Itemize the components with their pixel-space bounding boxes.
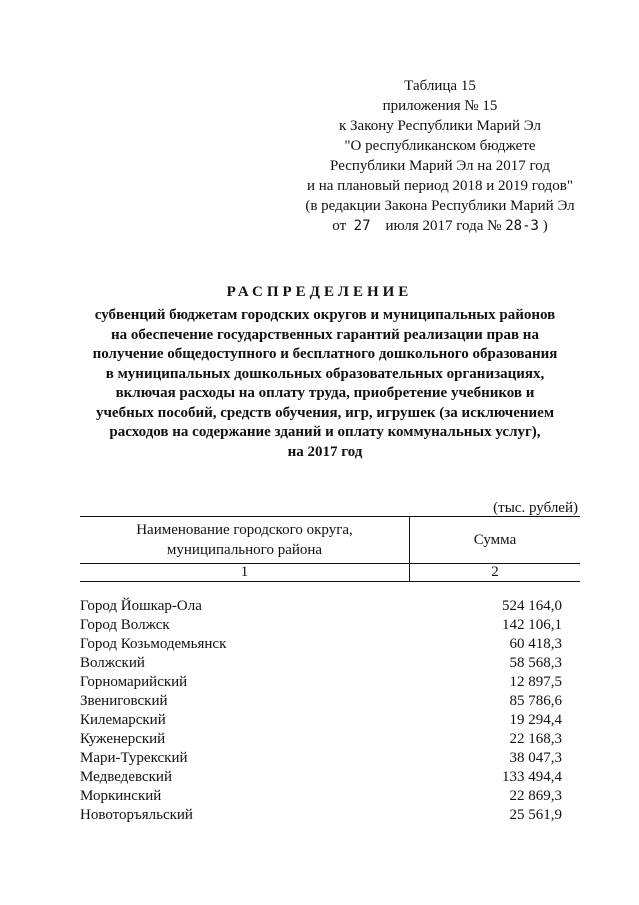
- amount: 12 897,5: [509, 674, 562, 690]
- appendix-line: и на плановый период 2018 и 2019 годов": [307, 178, 573, 194]
- subtitle-line: субвенций бюджетам городских округов и муниципальных районов: [94, 307, 556, 323]
- amount: 60 418,3: [509, 636, 562, 652]
- document-title: РАСПРЕДЕЛЕНИЕ: [226, 284, 413, 300]
- district-name: Куженерский: [80, 731, 166, 747]
- column-number-1: 1: [80, 564, 410, 582]
- appendix-line: приложения № 15: [382, 98, 498, 114]
- district-name: Город Волжск: [80, 617, 170, 633]
- table-row: [80, 787, 562, 806]
- subtitle-line: на обеспечение государственных гарантий реализации прав на: [111, 326, 539, 343]
- district-name: Медведевский: [80, 769, 172, 785]
- table-row: [80, 654, 562, 673]
- district-name: Город Козьмодемьянск: [80, 636, 227, 652]
- units-label: (тыс. рублей): [493, 500, 578, 516]
- district-name: Звениговский: [80, 693, 168, 709]
- column-number-2: 2: [410, 564, 581, 582]
- table-row: [80, 692, 562, 711]
- date-prefix: от: [332, 218, 347, 234]
- table-row: [80, 806, 562, 825]
- table-header: [80, 516, 580, 582]
- table-row: [80, 597, 562, 616]
- amount: 85 786,6: [509, 693, 562, 709]
- header-name-line: Наименование городского округа,: [136, 522, 353, 538]
- header-name-line: муниципального района: [166, 542, 323, 558]
- amount: 22 168,3: [509, 731, 562, 747]
- header-row: [80, 517, 580, 564]
- appendix-line: Республики Марий Эл на 2017 год: [330, 158, 550, 174]
- amount: 133 494,4: [502, 769, 562, 785]
- subtitle-line: расходов на содержание зданий и оплату коммунальных услуг),: [109, 424, 541, 440]
- district-name: Город Йошкар-Ола: [80, 598, 202, 614]
- district-name: Моркинский: [80, 788, 162, 804]
- district-name: Мари-Турекский: [80, 750, 188, 766]
- appendix-line: Таблица 15: [404, 78, 476, 94]
- subtitle-line: включая расходы на оплату труда, приобретение учебников и: [115, 385, 535, 401]
- amount: 25 561,9: [509, 807, 562, 823]
- column-number-row: [80, 564, 580, 582]
- header-name-cell: [80, 517, 410, 564]
- amount: 58 568,3: [509, 655, 562, 671]
- date-mid: июля 2017 года №: [385, 218, 502, 234]
- subtitle-line: получение общедоступного и бесплатного дошкольного образования: [92, 346, 558, 362]
- appendix-reference: [290, 76, 590, 236]
- table-row: [80, 616, 562, 635]
- law-number: 28-З: [505, 218, 539, 234]
- district-name: Новоторъяльский: [80, 807, 193, 823]
- subtitle-line: в муниципальных дошкольных образовательных организациях,: [105, 365, 545, 382]
- date-suffix: ): [542, 218, 548, 234]
- district-name: Волжский: [80, 655, 145, 671]
- amount: 22 869,3: [509, 788, 562, 804]
- amount: 524 164,0: [502, 598, 562, 614]
- appendix-line: (в редакции Закона Республики Марий Эл: [305, 198, 575, 214]
- district-name: Килемарский: [80, 712, 166, 728]
- header-sum-cell: Сумма: [410, 517, 581, 564]
- document-subtitle: [40, 306, 610, 462]
- table-row: [80, 749, 562, 768]
- amount: 38 047,3: [509, 750, 562, 766]
- table-body: [80, 597, 562, 825]
- subtitle-line: учебных пособий, средств обучения, игр, игрушек (за исключением: [95, 404, 555, 421]
- date-day: 27: [353, 218, 371, 234]
- table-row: [80, 711, 562, 730]
- subtitle-line: на 2017 год: [287, 443, 363, 460]
- amount: 142 106,1: [502, 617, 562, 633]
- table-row: [80, 673, 562, 692]
- table-row: [80, 635, 562, 654]
- appendix-line: к Закону Республики Марий Эл: [338, 118, 541, 134]
- appendix-line: "О республиканском бюджете: [344, 138, 536, 154]
- table-row: [80, 730, 562, 749]
- law-date-line: [290, 216, 590, 236]
- amount: 19 294,4: [509, 712, 562, 728]
- table-row: [80, 768, 562, 787]
- district-name: Горномарийский: [80, 674, 188, 690]
